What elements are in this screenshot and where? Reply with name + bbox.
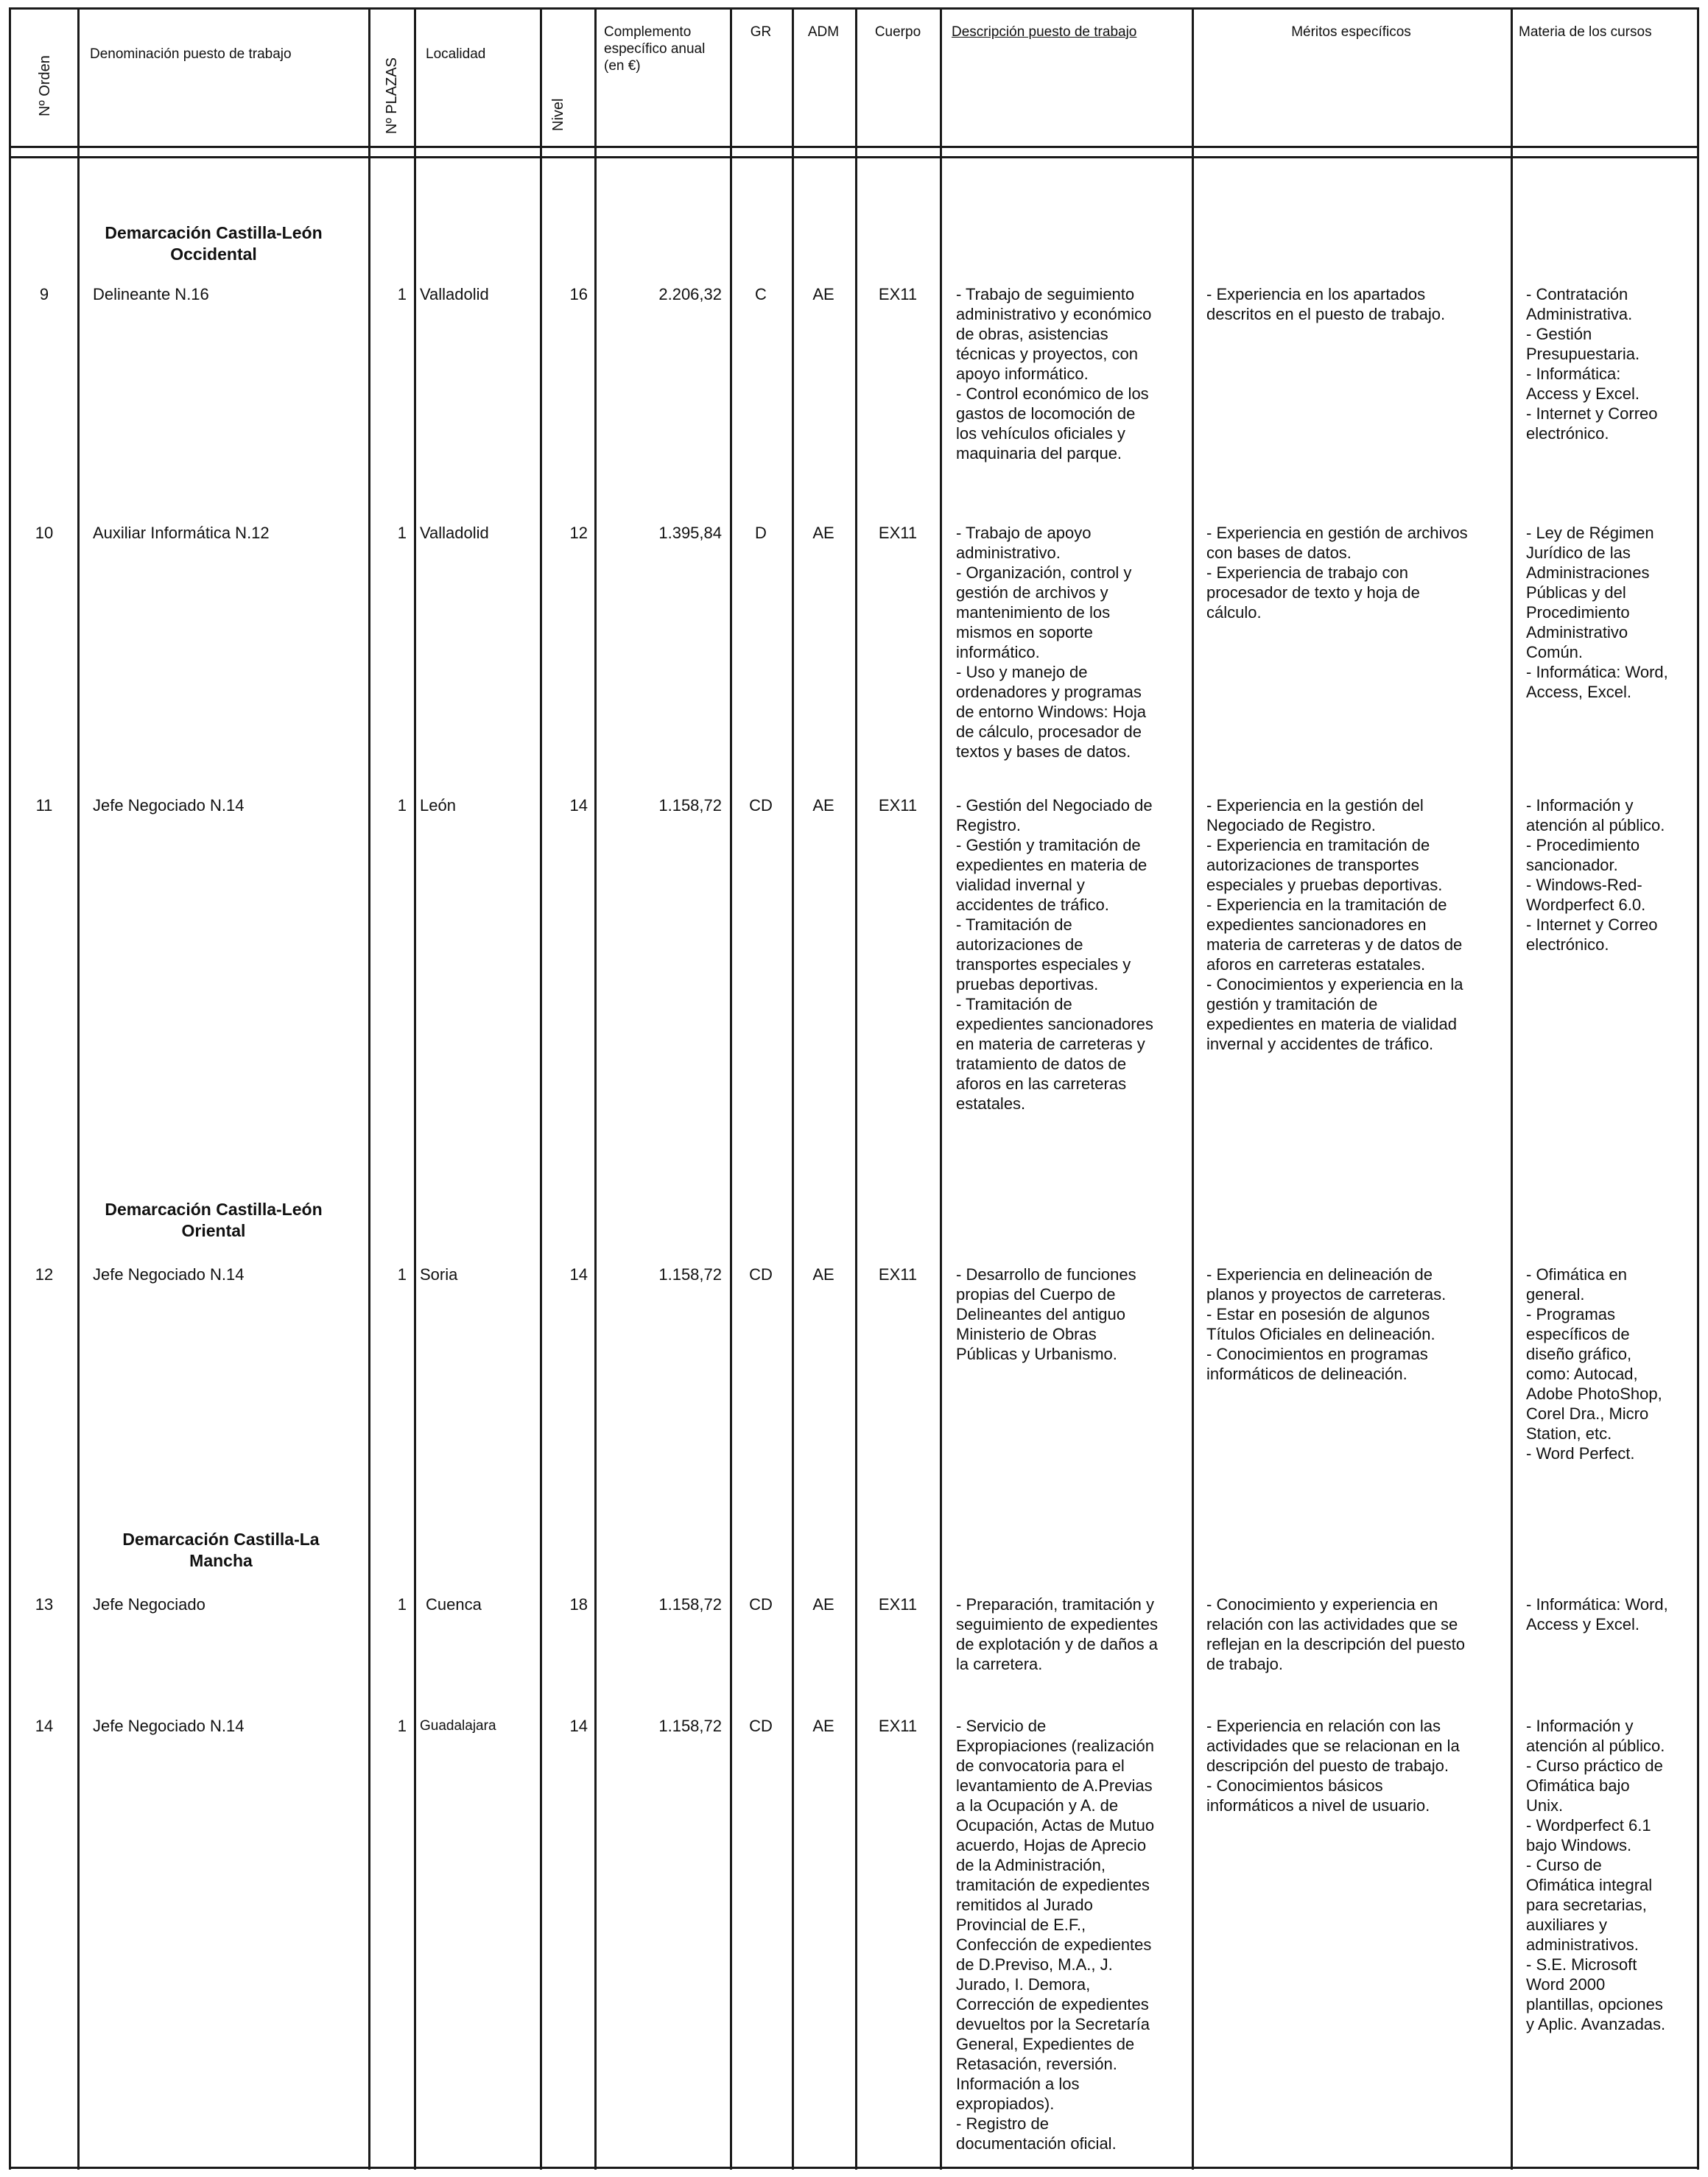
row-descripcion: - Trabajo de apoyo administrativo. - Organización, control y gestión de archivos y mantenimiento de los mismos en soporte informático. - Uso y manejo de ordenadores y programas de entorno Windows: Hoja de cálculo, procesador de textos y bases de datos. — [956, 524, 1147, 761]
row-denominacion: Jefe Negociado N.14 — [93, 1265, 245, 1284]
row-materia: - Información y atención al público. - Curso práctico de Ofimática bajo Unix. - Wordperfect 6.1 bajo Windows. - Curso de Ofimática integral para secretarias, auxiliares y administrativos. - S.E. Microsoft Word 2000 plantillas, opciones y Aplic. Avanzadas. — [1526, 1717, 1666, 2033]
row-adm: AE — [812, 1595, 834, 1614]
row-plazas: 1 — [397, 1595, 407, 1614]
row-adm: AE — [812, 524, 834, 542]
row-complemento: 1.158,72 — [658, 1265, 722, 1284]
header-orden: Nº Orden — [37, 55, 53, 116]
row-localidad: Guadalajara — [420, 1718, 496, 1734]
row-localidad: Valladolid — [420, 285, 489, 303]
row-meritos: - Experiencia en los apartados descritos en el puesto de trabajo. — [1206, 285, 1446, 323]
row-gr: CD — [749, 796, 773, 815]
row-plazas: 1 — [397, 796, 407, 815]
row-denominacion: Jefe Negociado N.14 — [93, 1717, 245, 1735]
row-localidad: Cuenca — [426, 1595, 482, 1614]
row-localidad: León — [420, 796, 456, 815]
row-orden: 10 — [35, 524, 54, 542]
row-gr: D — [755, 524, 767, 542]
row-denominacion: Delineante N.16 — [93, 285, 209, 303]
row-adm: AE — [812, 285, 834, 303]
row-meritos: - Experiencia en delineación de planos y proyectos de carreteras. - Estar en posesión de algunos Títulos Oficiales en delineación. - Conocimientos en programas informáticos de delineación. — [1206, 1265, 1447, 1383]
header-denominacion: Denominación puesto de trabajo — [90, 46, 292, 62]
header-plazas: Nº PLAZAS — [384, 57, 400, 134]
row-nivel: 14 — [569, 1265, 588, 1284]
row-plazas: 1 — [397, 1265, 407, 1284]
row-materia: - Ley de Régimen Jurídico de las Administraciones Públicas y del Procedimiento Administrativo Común. - Informática: Word, Access, Excel. — [1526, 524, 1668, 701]
row-nivel: 14 — [569, 1717, 588, 1735]
row-materia: - Información y atención al público. - Procedimiento sancionador. - Windows-Red- Wordperfect 6.0. - Internet y Correo electrónico. — [1526, 796, 1665, 954]
row-materia: - Contratación Administrativa. - Gestión Presupuestaria. - Informática: Access y Excel. - Internet y Correo electrónico. — [1526, 285, 1658, 443]
header-complemento: Complemento específico anual (en €) — [604, 24, 706, 74]
row-descripcion: - Gestión del Negociado de Registro. - Gestión y tramitación de expedientes en materia de vialidad invernal y accidentes de tráfico. - Tramitación de autorizaciones de transportes especiales y pruebas deportivas. - Tramitación de expedientes sancionadores en materia de carreteras y tratamiento de datos de aforos en las carreteras estatales. — [956, 796, 1153, 1113]
row-cuerpo: EX11 — [878, 1717, 918, 1735]
section-heading: Demarcación Castilla-La Mancha — [122, 1530, 320, 1570]
row-nivel: 16 — [569, 285, 588, 303]
row-gr: CD — [749, 1265, 773, 1284]
row-nivel: 18 — [569, 1595, 588, 1614]
row-orden: 14 — [35, 1717, 54, 1735]
row-meritos: - Experiencia en gestión de archivos con bases de datos. - Experiencia de trabajo con procesador de texto y hoja de cálculo. — [1206, 524, 1468, 622]
row-nivel: 14 — [569, 796, 588, 815]
section-heading: Demarcación Castilla-León Oriental — [105, 1200, 323, 1240]
row-materia: - Informática: Word, Access y Excel. — [1526, 1595, 1668, 1633]
header-meritos: Méritos específicos — [1291, 24, 1411, 40]
row-cuerpo: EX11 — [878, 285, 918, 303]
row-adm: AE — [812, 1717, 834, 1735]
row-descripcion: - Desarrollo de funciones propias del Cuerpo de Delineantes del antiguo Ministerio de Obras Públicas y Urbanismo. — [956, 1265, 1136, 1363]
header-nivel: Nivel — [550, 98, 566, 131]
row-orden: 11 — [35, 796, 53, 815]
row-cuerpo: EX11 — [878, 524, 918, 542]
header-adm: ADM — [807, 24, 840, 40]
row-complemento: 1.395,84 — [658, 524, 722, 542]
row-cuerpo: EX11 — [878, 796, 918, 815]
row-descripcion: - Servicio de Expropiaciones (realización de convocatoria para el levantamiento de A.Previas a la Ocupación y A. de Ocupación, Actas de Mutuo acuerdo, Hojas de Aprecio de la Administración, tramitación de expedientes remitidos al Jurado Provincial de E.F., Confección de expedientes de D.Previso, M.A., J. Jurado, I. Demora, Corrección de expedientes devueltos por la Secretaría General, Expedientes de Retasación, reversión. Información a los expropiados). - Registro de documentación oficial. — [956, 1717, 1155, 2153]
header-materia: Materia de los cursos — [1519, 24, 1652, 40]
row-denominacion: Jefe Negociado N.14 — [93, 796, 245, 815]
row-denominacion: Auxiliar Informática N.12 — [93, 524, 270, 542]
row-gr: C — [755, 285, 767, 303]
row-meritos: - Experiencia en relación con las actividades que se relacionan en la descripción del puesto de trabajo. - Conocimientos básicos informáticos a nivel de usuario. — [1206, 1717, 1460, 1815]
row-complemento: 1.158,72 — [658, 1717, 722, 1735]
row-descripcion: - Preparación, tramitación y seguimiento de expedientes de explotación y de daños a la carretera. — [956, 1595, 1158, 1673]
row-orden: 9 — [39, 285, 49, 303]
row-denominacion: Jefe Negociado — [93, 1595, 205, 1614]
row-descripcion: - Trabajo de seguimiento administrativo y económico de obras, asistencias técnicas y proyectos, con apoyo informático. - Control económico de los gastos de locomoción de los vehículos oficiales y maquinaria del parque. — [956, 285, 1152, 463]
row-materia: - Ofimática en general. - Programas específicos de diseño gráfico, como: Autocad, Adobe PhotoShop, Corel Dra., Micro Station, etc. - Word Perfect. — [1526, 1265, 1662, 1463]
row-cuerpo: EX11 — [878, 1265, 918, 1284]
row-orden: 12 — [35, 1265, 54, 1284]
row-gr: CD — [749, 1717, 773, 1735]
row-plazas: 1 — [397, 524, 407, 542]
row-plazas: 1 — [397, 285, 407, 303]
header-gr: GR — [750, 24, 772, 40]
row-localidad: Soria — [420, 1265, 458, 1284]
job-positions-table — [9, 7, 1699, 2170]
row-gr: CD — [749, 1595, 773, 1614]
header-descripcion: Descripción puesto de trabajo — [952, 24, 1137, 40]
row-meritos: - Conocimiento y experiencia en relación con las actividades que se reflejan en la descripción del puesto de trabajo. — [1206, 1595, 1466, 1673]
row-complemento: 1.158,72 — [658, 796, 722, 815]
section-heading: Demarcación Castilla-León Occidental — [105, 223, 323, 264]
header-cuerpo: Cuerpo — [874, 24, 921, 40]
header-localidad: Localidad — [426, 46, 486, 62]
row-orden: 13 — [35, 1595, 54, 1614]
row-complemento: 1.158,72 — [658, 1595, 722, 1614]
row-nivel: 12 — [569, 524, 588, 542]
row-complemento: 2.206,32 — [658, 285, 722, 303]
row-localidad: Valladolid — [420, 524, 489, 542]
row-adm: AE — [812, 796, 834, 815]
row-adm: AE — [812, 1265, 834, 1284]
row-cuerpo: EX11 — [878, 1595, 918, 1614]
row-meritos: - Experiencia en la gestión del Negociado de Registro. - Experiencia en tramitación de autorizaciones de transportes especiales y pruebas deportivas. - Experiencia en la tramitación de expedientes sancionadores en materia de carreteras y de datos de aforos en carreteras estatales. - Conocimientos y experiencia en la gestión y tramitación de expedientes en materia de vialidad invernal y accidentes de tráfico. — [1206, 796, 1463, 1053]
row-plazas: 1 — [397, 1717, 407, 1735]
